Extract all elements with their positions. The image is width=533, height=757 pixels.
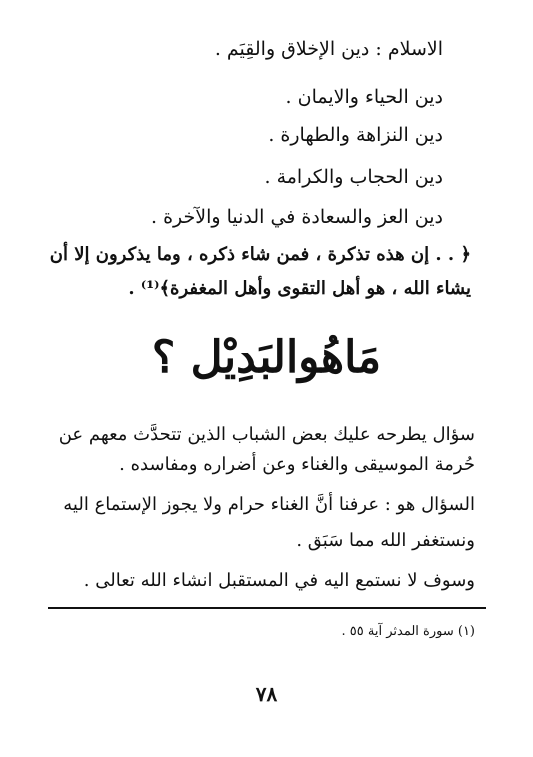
quran-quote-line: ﴿ . . إن هذه تذكرة ، فمن شاء ذكره ، وما يذكرون إلا أن (49, 244, 471, 265)
intro-line: دين العز والسعادة في الدنيا والآخرة . (150, 206, 443, 228)
intro-line: دين الحجاب والكرامة . (264, 166, 443, 188)
paragraph-line: حُرمة الموسيقى والغناء وعن أضراره ومفاسده . (119, 454, 475, 475)
page-number: ٧٨ (255, 682, 278, 706)
intro-line: الاسلام : دين الإخلاق والقِيَم . (214, 38, 443, 60)
section-heading: مَاهُوالبَدِيْل ؟ (151, 332, 382, 383)
paragraph-line: سؤال يطرحه عليك بعض الشباب الذين تتحدَّث معهم عن (58, 424, 475, 445)
footnote: (١) سورة المدثر آية ٥٥ . (341, 624, 475, 639)
intro-line: دين الحياء والايمان . (285, 86, 443, 108)
paragraph-line: ونستغفر الله مما سَبَق . (296, 530, 475, 551)
paragraph-line: وسوف لا نستمع اليه في المستقبل انشاء الله تعالى . (83, 570, 475, 591)
footnote-divider (48, 607, 486, 609)
quran-quote-line: يشاء الله ، هو أهل التقوى وأهل المغفرة﴾⁽¹⁾ . (128, 278, 471, 299)
intro-line: دين النزاهة والطهارة . (268, 124, 443, 146)
paragraph-line: السؤال هو : عرفنا أنَّ الغناء حرام ولا يجوز الإستماع اليه (63, 494, 475, 515)
